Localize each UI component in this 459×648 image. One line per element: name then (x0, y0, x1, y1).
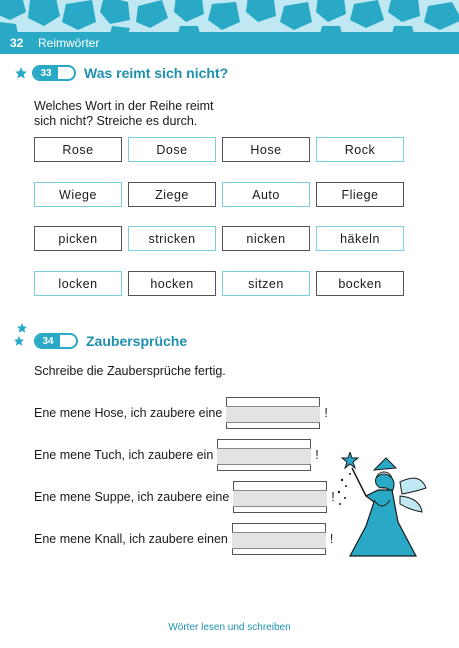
word-cell[interactable]: Rose (34, 137, 122, 162)
answer-field[interactable] (217, 439, 311, 471)
word-cell[interactable]: Rock (316, 137, 404, 162)
page-header (0, 32, 459, 54)
word-cell[interactable]: häkeln (316, 226, 404, 251)
star-icon (16, 322, 28, 334)
word-cell[interactable]: Fliege (316, 182, 404, 207)
spell-sentence: Ene mene Knall, ich zaubere einen ! (34, 523, 333, 555)
star-icon (13, 335, 25, 347)
star-icon (14, 66, 28, 80)
answer-field[interactable] (233, 481, 327, 513)
word-cell[interactable]: Wiege (34, 182, 122, 207)
answer-field[interactable] (226, 397, 320, 429)
spell-sentence: Ene mene Tuch, ich zaubere ein ! (34, 439, 319, 471)
answer-field[interactable] (232, 523, 326, 555)
exercise-34-header (14, 330, 187, 352)
header-pattern (0, 0, 459, 32)
word-cell[interactable]: Auto (222, 182, 310, 207)
exercise-34-title: Zaubersprüche (86, 333, 188, 349)
word-cell[interactable]: sitzen (222, 271, 310, 296)
exercise-number-badge: 33 (32, 65, 76, 81)
exercise-33-title: Was reimt sich nicht? (84, 65, 229, 81)
spell-sentence: Ene mene Hose, ich zaubere eine ! (34, 397, 328, 429)
page-number: 32 (10, 36, 24, 50)
spell-sentence: Ene mene Suppe, ich zaubere eine ! (34, 481, 335, 513)
word-cell[interactable]: hocken (128, 271, 216, 296)
exercise-33-instruction: Welches Wort in der Reihe reimt sich nicht? Streiche es durch. (34, 99, 214, 128)
word-cell[interactable]: Ziege (128, 182, 216, 207)
fairy-illustration (336, 452, 430, 560)
exercise-number-badge: 34 (34, 333, 78, 349)
word-cell[interactable]: nicken (222, 226, 310, 251)
exercise-33-header (14, 65, 228, 81)
word-cell[interactable]: picken (34, 226, 122, 251)
word-cell[interactable]: Hose (222, 137, 310, 162)
page-header-title: Reimwörter (38, 36, 100, 50)
page-footer: Wörter lesen und schreiben (168, 622, 291, 633)
word-cell[interactable]: bocken (316, 271, 404, 296)
stars (14, 330, 30, 352)
word-cell[interactable]: stricken (128, 226, 216, 251)
word-cell[interactable]: locken (34, 271, 122, 296)
word-cell[interactable]: Dose (128, 137, 216, 162)
exercise-34-instruction: Schreibe die Zaubersprüche fertig. (34, 364, 226, 378)
